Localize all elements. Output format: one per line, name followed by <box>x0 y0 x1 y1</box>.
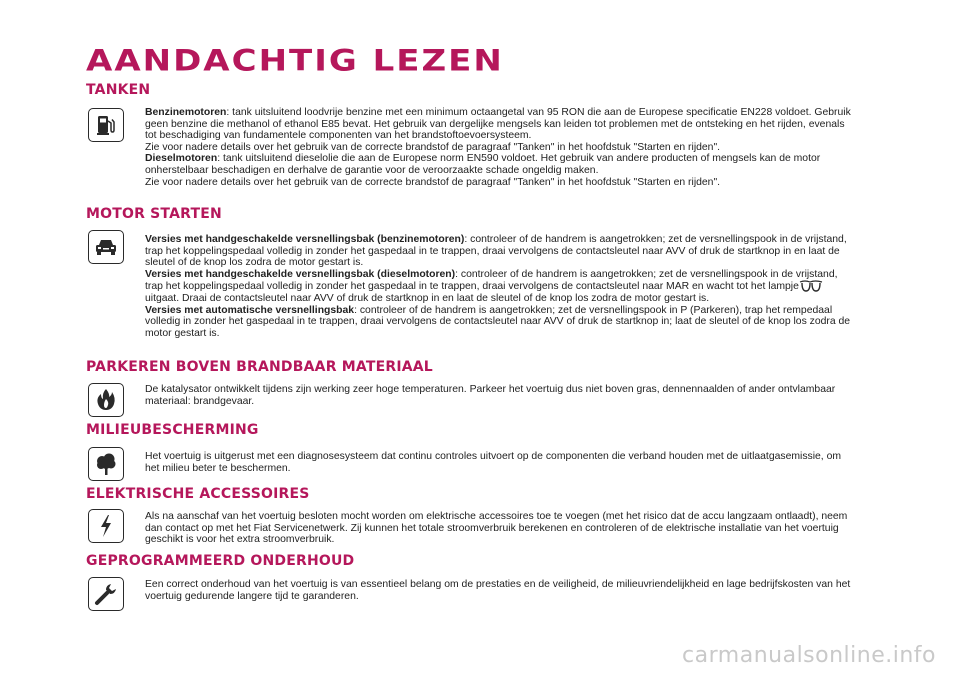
section-body-geprogrammeerd-onderhoud <box>145 579 857 602</box>
wrench-icon <box>88 577 124 611</box>
paragraph <box>145 234 857 269</box>
paragraph <box>145 305 857 340</box>
paragraph-text: De katalysator ontwikkelt tijdens zijn werking zeer hoge temperaturen. Parkeer het voertuig dus niet boven gras, dennennaalden of ander ontvlambaar materiaal: brandgevaar. <box>145 384 836 407</box>
fuel-pump-icon <box>88 108 124 142</box>
section-body-milieubescherming <box>145 451 857 474</box>
section-body-elektrische-accessoires <box>145 511 857 546</box>
paragraph <box>145 177 857 189</box>
section-body-parkeren <box>145 384 857 407</box>
paragraph-text: : controleer of de handrem is aangetrokken; zet de versnellingspook in de vrijstand, trap het koppelingspedaal volledig in zonder het gaspedaal in te trappen, draai vervolgens de contactsleutel naar MAR en wacht tot het lampje <box>145 268 838 293</box>
paragraph <box>145 142 857 154</box>
section-heading-elektrische-accessoires: ELEKTRISCHE ACCESSOIRES <box>86 486 310 502</box>
paragraph-text: Als na aanschaf van het voertuig besloten mocht worden om elektrische accessoires toe te voegen (met het risico dat de accu langzaam ontlaadt), neem dan contact op met het Fiat Servicenetwerk. Zij kunnen het totale stroomverbruik berekenen en controleren of de elektrische installatie van het voertuig geschikt is voor het extra stroomverbruik. <box>145 511 848 546</box>
paragraph-text: : controleer of de handrem is aangetrokken; zet de versnellingspook in de vrijstand, trap het koppelingspedaal volledig in zonder het gaspedaal in te trappen, draai vervolgens de contactsleutel naar AVV of druk de startknop in en laat de sleutel of de knop los zodra de motor gestart is. <box>145 234 847 269</box>
section-heading-parkeren: PARKEREN BOVEN BRANDBAAR MATERIAAL <box>86 359 433 375</box>
paragraph-text: Een correct onderhoud van het voertuig is van essentieel belang om de prestaties en de veiligheid, de milieuvriendelijkheid en lage bedrijfskosten van het voertuig gedurende langere tijd te garanderen. <box>145 579 851 602</box>
paragraph-bold-lead: Benzinemotoren <box>145 107 227 118</box>
paragraph-bold-lead: Versies met automatische versnellingsbak <box>145 304 355 316</box>
paragraph <box>145 511 857 546</box>
tree-icon <box>88 447 124 481</box>
section-heading-geprogrammeerd-onderhoud: GEPROGRAMMEERD ONDERHOUD <box>86 553 355 569</box>
paragraph-text: : tank uitsluitend dieselolie die aan de Europese norm EN590 voldoet. Het gebruik van andere producten of mengsels kan de motor onherstelbaar beschadigen en derhalve de garantie voor de veroorzaakte schade ongeldig maken. <box>145 153 821 176</box>
paragraph-text: : controleer of de handrem is aangetrokken; zet de versnellingspook in P (Parkeren), trap het rempedaal volledig in zonder het gaspedaal in te trappen, draai vervolgens de contactsleutel naar AVV of druk de startknop in; laat de sleutel of de knop los zodra de motor gestart is. <box>145 304 851 339</box>
section-body-motor-starten <box>145 234 857 339</box>
paragraph <box>145 579 857 602</box>
section-heading-milieubescherming: MILIEUBESCHERMING <box>86 422 259 438</box>
car-front-icon <box>88 230 124 264</box>
section-heading-tanken: TANKEN <box>86 82 151 98</box>
paragraph-text: Zie voor nadere details over het gebruik van de correcte brandstof de paragraaf "Tanken" in het hoofdstuk "Starten en rijden". <box>145 141 721 153</box>
paragraph-text: Zie voor nadere details over het gebruik van de correcte brandstof de paragraaf "Tanken" in het hoofdstuk "Starten en rijden". <box>145 176 721 188</box>
watermark: carmanualsonline.info <box>682 643 936 668</box>
page-title: AANDACHTIG LEZEN <box>86 44 504 78</box>
flame-icon <box>88 383 124 417</box>
section-body-tanken <box>145 107 857 188</box>
paragraph <box>145 384 857 407</box>
paragraph <box>145 269 857 305</box>
paragraph <box>145 107 857 142</box>
paragraph-bold-lead: Versies met handgeschakelde versnellingsbak (benzinemotoren) <box>145 234 465 245</box>
lightning-icon <box>88 509 124 543</box>
glow-plug-lamp-icon <box>799 280 823 292</box>
paragraph-text: Het voertuig is uitgerust met een diagnosesysteem dat continu controles uitvoert op de componenten die verband houden met de uitlaatgasemissie, om het milieu beter te beschermen. <box>145 451 842 474</box>
paragraph <box>145 451 857 474</box>
paragraph-bold-lead: Dieselmotoren <box>145 153 218 165</box>
paragraph-bold-lead: Versies met handgeschakelde versnellingsbak (dieselmotoren) <box>145 268 456 280</box>
paragraph-text: uitgaat. Draai de contactsleutel naar AVV of druk de startknop in en laat de sleutel of de knop los zodra de motor gestart is. <box>145 292 710 304</box>
section-heading-motor-starten: MOTOR STARTEN <box>86 206 222 222</box>
paragraph <box>145 153 857 176</box>
paragraph-text: : tank uitsluitend loodvrije benzine met een minimum octaangetal van 95 RON die aan de Europese specificatie EN228 voldoet. Gebruik geen benzine die methanol of ethanol E85 bevat. Het gebruik van dergelijke mengsels kan leiden tot problemen met de ontsteking en het rijden, evenals tot beschadiging van fundamentele componenten van het brandstoftoevoersysteem. <box>145 107 851 142</box>
